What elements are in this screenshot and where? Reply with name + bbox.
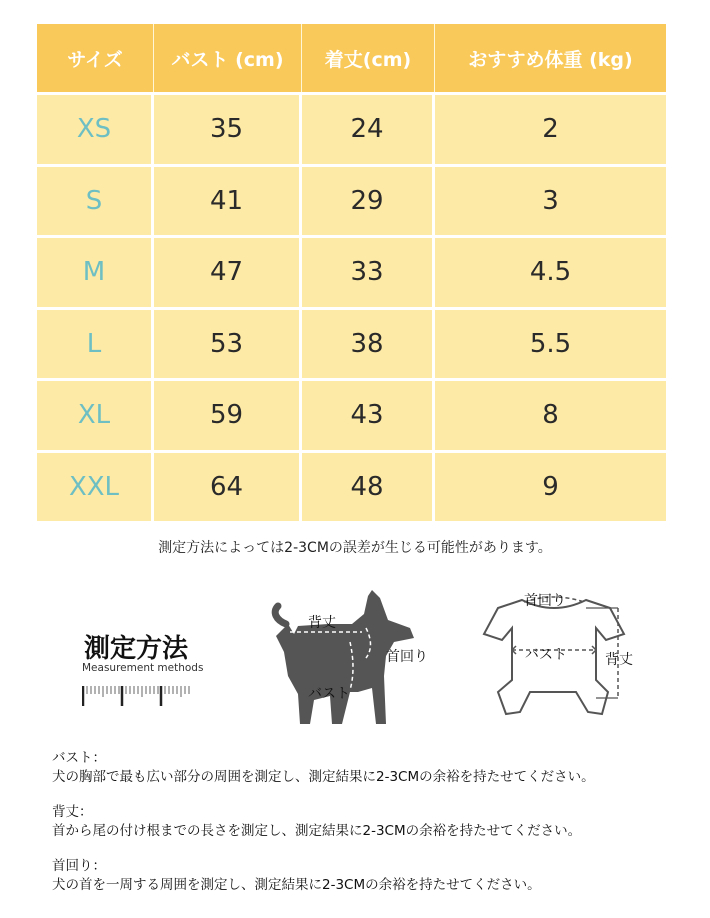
method-subtitle: Measurement methods (82, 662, 204, 674)
size-cell: XXL (37, 450, 154, 522)
description-text: 犬の胸部で最も広い部分の周囲を測定し、測定結果に2-3CMの余裕を持たせてください。 (52, 769, 595, 785)
weight-cell: 5.5 (435, 307, 666, 379)
table-row (37, 378, 666, 450)
dog-back-label: 背丈 (308, 615, 336, 631)
length-cell: 24 (302, 92, 435, 164)
description-bust (52, 749, 595, 787)
weight-cell: 9 (435, 450, 666, 522)
bust-cell: 53 (154, 307, 302, 379)
size-cell: M (37, 235, 154, 307)
length-cell: 38 (302, 307, 435, 379)
ruler-icon (82, 684, 192, 710)
measurement-error-note: 測定方法によっては2-3CMの誤差が生じる可能性があります。 (158, 540, 552, 556)
dog-bust-label: バスト (308, 686, 350, 702)
bust-cell: 47 (154, 235, 302, 307)
weight-cell: 4.5 (435, 235, 666, 307)
weight-cell: 8 (435, 378, 666, 450)
bust-cell: 59 (154, 378, 302, 450)
size-cell: S (37, 164, 154, 236)
description-neck (52, 857, 541, 895)
description-title: 首回り： (52, 858, 106, 874)
weight-cell: 3 (435, 164, 666, 236)
shirt-bust-label: バスト (525, 647, 567, 663)
size-cell: XS (37, 92, 154, 164)
table-row (37, 92, 666, 164)
method-title: 測定方法 (84, 634, 189, 664)
header-weight: おすすめ体重 (kg) (435, 24, 666, 92)
table-header-row (37, 24, 666, 92)
size-cell: L (37, 307, 154, 379)
shirt-neck-label: 首回り (524, 593, 566, 609)
length-cell: 43 (302, 378, 435, 450)
bust-cell: 64 (154, 450, 302, 522)
table-row (37, 164, 666, 236)
description-text: 犬の首を一周する周囲を測定し、測定結果に2-3CMの余裕を持たせてください。 (52, 877, 541, 893)
length-cell: 33 (302, 235, 435, 307)
description-back-length (52, 803, 581, 841)
table-row (37, 307, 666, 379)
description-title: 背丈： (52, 804, 93, 820)
description-text: 首から尾の付け根までの長さを測定し、測定結果に2-3CMの余裕を持たせてください。 (52, 823, 582, 839)
header-length: 着丈(cm) (302, 24, 435, 92)
length-cell: 29 (302, 164, 435, 236)
dog-neck-label: 首回り (386, 649, 428, 665)
bust-cell: 35 (154, 92, 302, 164)
weight-cell: 2 (435, 92, 666, 164)
header-bust: バスト (cm) (154, 24, 302, 92)
size-chart-table (37, 24, 666, 521)
description-title: バスト： (52, 750, 106, 766)
table-row (37, 235, 666, 307)
size-cell: XL (37, 378, 154, 450)
length-cell: 48 (302, 450, 435, 522)
bust-cell: 41 (154, 164, 302, 236)
shirt-back-label: 背丈 (605, 652, 633, 668)
table-row (37, 450, 666, 522)
header-size: サイズ (37, 24, 154, 92)
